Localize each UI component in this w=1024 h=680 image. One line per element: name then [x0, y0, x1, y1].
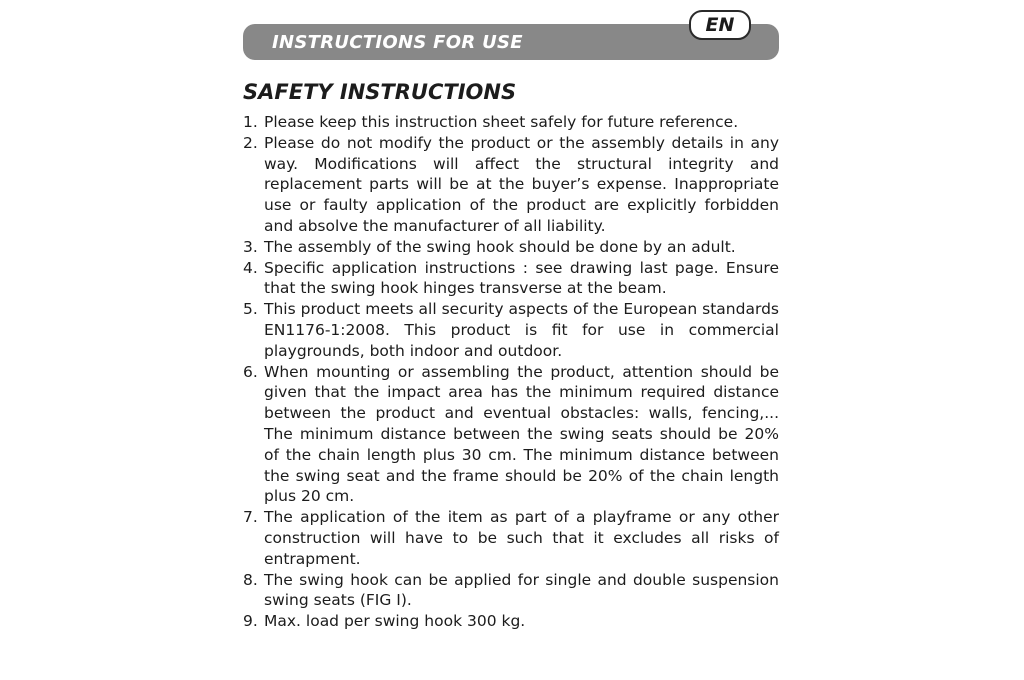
instruction-item [243, 570, 779, 612]
instruction-number: 7. [243, 508, 258, 527]
instruction-number: 5. [243, 300, 258, 319]
document-title: INSTRUCTIONS FOR USE [272, 32, 523, 53]
instruction-item [243, 112, 779, 133]
instruction-number: 9. [243, 612, 258, 631]
instruction-number: 3. [243, 237, 258, 256]
instruction-text: The assembly of the swing hook should be done by an adult. [264, 237, 736, 256]
instruction-text: When mounting or assembling the product, attention should be given that the impact area has the minimum required distance between the product and eventual obstacles: walls, fencing,... The minimum distance between the swing seats should be 20% of the chain length plus 30 cm. The minimum distance between the swing seat and the frame should be 20% of the chain length plus 20 cm. [264, 362, 779, 506]
instruction-item [243, 299, 779, 361]
header-banner [243, 14, 779, 60]
instruction-item [243, 507, 779, 569]
instruction-text: This product meets all security aspects of the European standards EN1176-1:2008. This product is fit for use in commercial playgrounds, both indoor and outdoor. [264, 300, 779, 360]
instruction-text: Please keep this instruction sheet safely for future reference. [264, 113, 739, 131]
instruction-item [243, 611, 779, 632]
instruction-number: 2. [243, 133, 258, 152]
instruction-text: Please do not modify the product or the assembly details in any way. Modifications will affect the structural integrity and replacement parts will be at the buyer’s expense. Inappropriate use or faulty application of the product are explicitly forbidden and absolve the manufacturer of all liability. [264, 133, 779, 235]
instruction-number: 8. [243, 570, 258, 589]
instruction-item [243, 133, 779, 237]
instruction-number: 4. [243, 258, 258, 277]
instruction-text: Specific application instructions : see drawing last page. Ensure that the swing hook hinges transverse at the beam. [264, 258, 779, 298]
instruction-item [243, 237, 779, 258]
instruction-item [243, 362, 779, 508]
instruction-number: 6. [243, 362, 258, 381]
instruction-text: Max. load per swing hook 300 kg. [264, 612, 526, 631]
instruction-text: The application of the item as part of a playframe or any other construction will have to be such that it excludes all risks of entrapment. [264, 508, 779, 568]
instruction-text: The swing hook can be applied for single and double suspension swing seats (FIG I). [264, 570, 779, 610]
section-title: SAFETY INSTRUCTIONS [243, 80, 517, 104]
instruction-number: 1. [243, 113, 258, 131]
language-badge: EN [689, 10, 751, 40]
safety-instructions-list [243, 112, 779, 632]
instruction-item [243, 258, 779, 300]
